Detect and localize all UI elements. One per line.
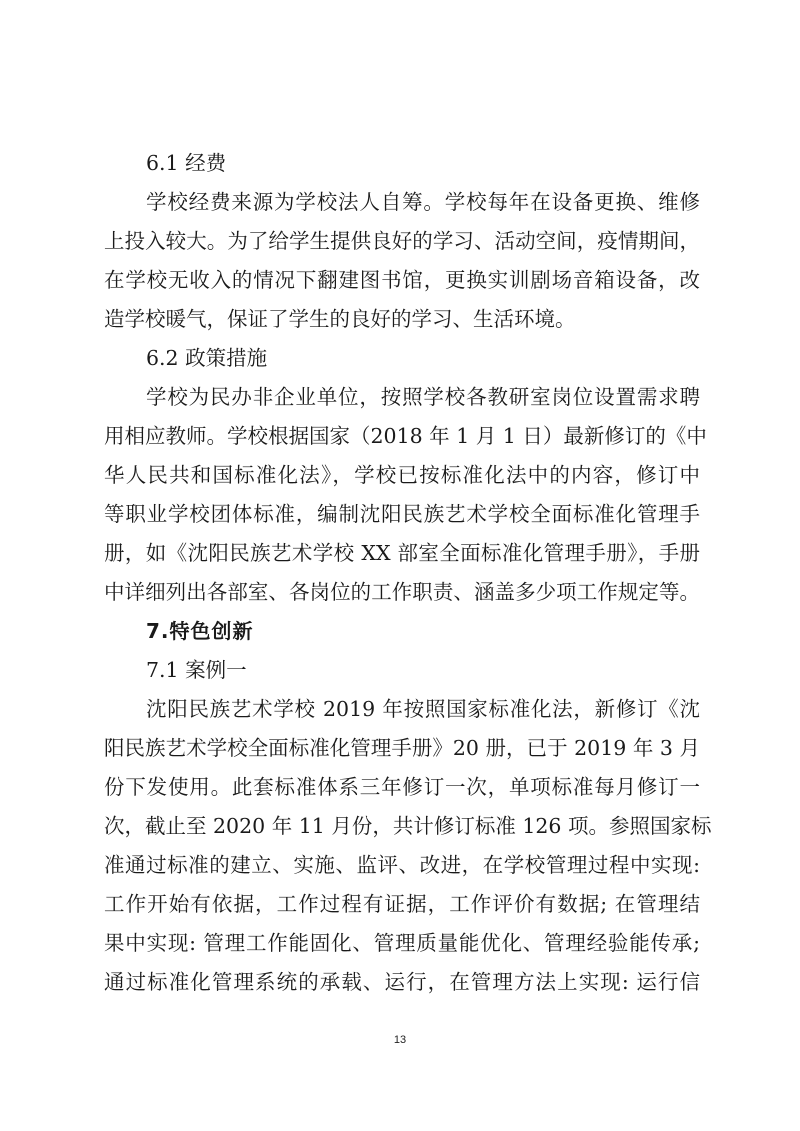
section-heading-7-1: 7.1 案例一	[146, 658, 247, 682]
paragraph-line: 用相应教师。学校根据国家（2018 年 1 月 1 日）最新修订的《中	[104, 424, 707, 448]
paragraph-line: 次，截止至 2020 年 11 月份，共计修订标准 126 项。参照国家标	[104, 814, 712, 838]
paragraph-line: 在学校无收入的情况下翻建图书馆，更换实训剧场音箱设备，改	[104, 268, 700, 292]
paragraph-line: 华人民共和国标准化法》，学校已按标准化法中的内容，修订中	[104, 463, 700, 487]
paragraph-line: 工作开始有依据，工作过程有证据，工作评价有数据; 在管理结	[104, 892, 700, 916]
paragraph-line: 册，如《沈阳民族艺术学校 XX 部室全面标准化管理手册》，手册	[104, 541, 700, 565]
paragraph-line: 沈阳民族艺术学校 2019 年按照国家标准化法，新修订《沈	[146, 697, 700, 721]
section-heading-7: 7.特色创新	[146, 619, 254, 643]
paragraph-line: 学校经费来源为学校法人自筹。学校每年在设备更换、维修	[146, 190, 700, 214]
paragraph-line: 上投入较大。为了给学生提供良好的学习、活动空间，疫情期间，	[104, 229, 700, 253]
paragraph-line: 学校为民办非企业单位，按照学校各教研室岗位设置需求聘	[146, 385, 700, 409]
paragraph-line: 准通过标准的建立、实施、监评、改进，在学校管理过程中实现:	[104, 853, 700, 877]
paragraph-line: 造学校暖气，保证了学生的良好的学习、生活环境。	[104, 307, 576, 331]
section-heading-6-1: 6.1 经费	[146, 151, 227, 175]
paragraph-line: 通过标准化管理系统的承载、运行，在管理方法上实现: 运行信	[104, 970, 700, 994]
paragraph-line: 等职业学校团体标准，编制沈阳民族艺术学校全面标准化管理手	[104, 502, 700, 526]
paragraph-line: 份下发使用。此套标准体系三年修订一次，单项标准每月修订一	[104, 775, 700, 799]
section-heading-6-2: 6.2 政策措施	[146, 346, 268, 370]
page-number: 13	[393, 1034, 407, 1046]
paragraph-line: 中详细列出各部室、各岗位的工作职责、涵盖多少项工作规定等。	[104, 580, 700, 604]
paragraph-line: 阳民族艺术学校全面标准化管理手册》20 册，已于 2019 年 3 月	[104, 736, 700, 760]
paragraph-line: 果中实现: 管理工作能固化、管理质量能优化、管理经验能传承;	[104, 931, 700, 955]
